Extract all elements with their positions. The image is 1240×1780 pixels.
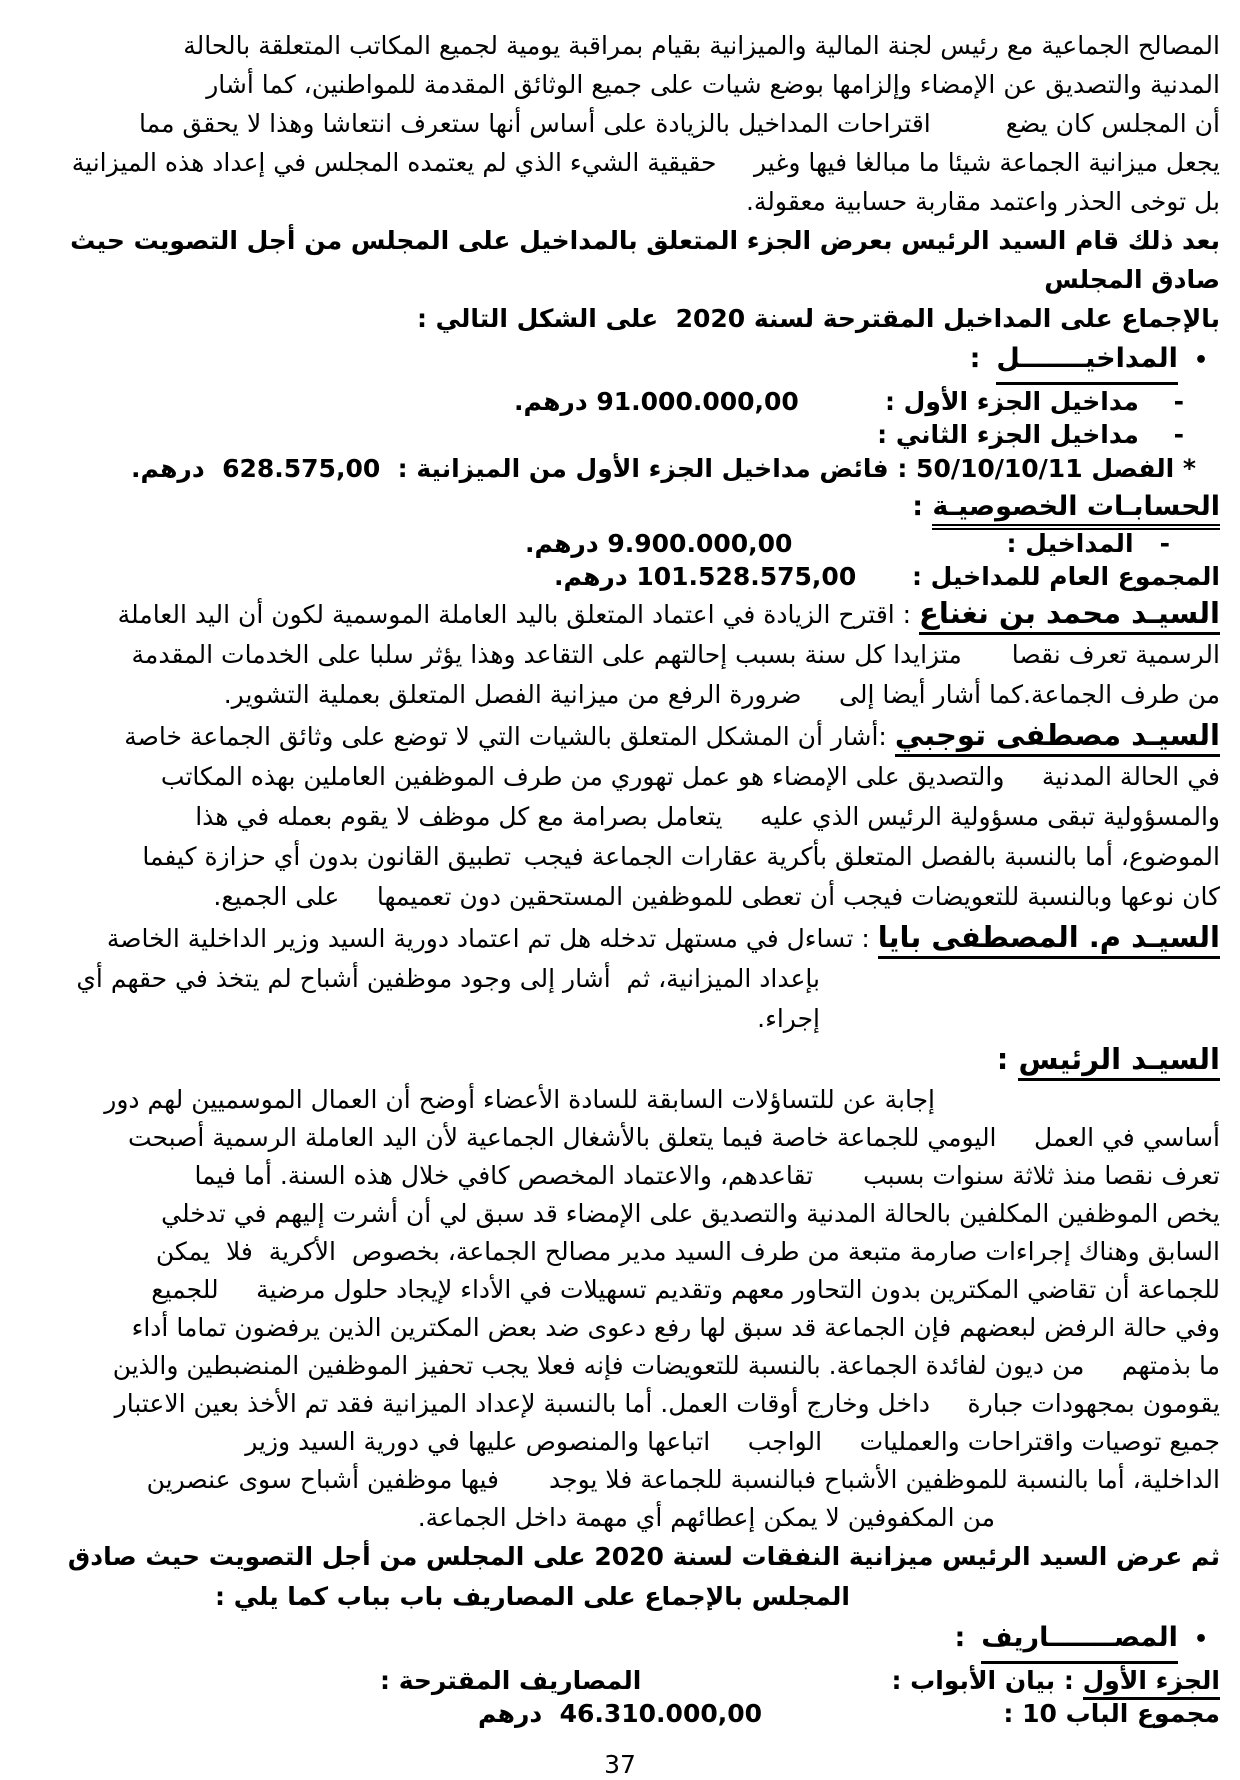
chapter-code: 50/10/10/11: [916, 454, 1083, 483]
speaker-name: السيـد مصطفى توجبي: [895, 718, 1220, 757]
page-number: 37: [604, 1750, 636, 1779]
intro-paragraph: [20, 26, 1220, 221]
text-line: الداخلية، أما بالنسبة للموظفين الأشباح فبالنسبة للجماعة فلا يوجد فيها موظفين أشباح سوى عنصرين: [146, 1465, 1220, 1494]
text-line: من المكفوفين لا يمكن إعطائهم أي مهمة داخل الجماعة.: [417, 1503, 995, 1532]
revenues-title-colon: :: [969, 343, 981, 374]
bullet-icon: •: [1193, 1627, 1208, 1652]
chapter-text: : فائض مداخيل الجزء الأول من الميزانية :: [380, 454, 917, 483]
special-accounts-colon: :: [912, 491, 933, 522]
president-paragraph: [20, 1039, 1220, 1537]
speaker-paragraph: [20, 715, 1220, 917]
text-line: للجماعة أن تقاضي المكترين بدون التحاور معهم وتقديم تسهيلات في الأداء لإيجاد حلول مرضية للجميع: [151, 1275, 1220, 1304]
revenue-amount: 91.000.000,00 درهم.: [514, 387, 799, 416]
speaker-first-line: [20, 593, 1220, 635]
vote-intro-paragraph: [20, 221, 1220, 338]
revenue-total-row: [554, 560, 1220, 593]
president-header: [20, 1039, 1220, 1081]
text-line: ما بذمتهم من ديون لفائدة الجماعة. بالنسبة للتعويضات فإنه فعلا يجب تحفيز الموظفين المنضبطين والذين: [112, 1351, 1220, 1380]
expenses-vote-paragraph: [20, 1537, 1220, 1617]
revenue-row-part2: [514, 418, 1220, 451]
expenses-row-amount: 46.310.000,00 درهم: [478, 1699, 763, 1728]
text-line: يجعل ميزانية الجماعة شيئا ما مبالغا فيها وغير حقيقية الشيء الذي لم يعتمده المجلس في إعداد هذه الميزانية: [71, 148, 1220, 177]
expenses-title: المصـــــــاريف: [981, 1617, 1178, 1664]
speaker-name: السيـد الرئيس: [1018, 1042, 1220, 1081]
chapter-unit: درهم.: [131, 454, 223, 483]
special-revenue-row: [525, 527, 1220, 560]
text-line: السابق وهناك إجراءات صارمة متبعة من طرف السيد مدير مصالح الجماعة، بخصوص الأكرية فلا يمكن: [155, 1237, 1220, 1266]
text-line: أساسي في العمل اليومي للجماعة خاصة فيما يتعلق بالأشغال الجماعية لأن اليد العاملة الرسمية أصبحت: [127, 1123, 1220, 1152]
speaker-text: : تساءل في مستهل تدخله هل تم اعتماد دورية السيد وزير الداخلية الخاصة: [106, 924, 878, 953]
text-line: الموضوع، أما بالنسبة بالفصل المتعلق بأكرية عقارات الجماعة فيجب تطبيق القانون بدون أي حزازة كيفما: [142, 842, 1220, 871]
text-line: والمسؤولية تبقى مسؤولية الرئيس الذي عليه يتعامل بصرامة مع كل موظف لا يقوم بعمله في هذا: [195, 802, 1220, 831]
expenses-row-label: مجموع الباب 10 :: [1003, 1699, 1220, 1728]
revenues-section-title: [20, 338, 1220, 385]
special-revenue-amount: 9.900.000,00 درهم.: [525, 529, 793, 558]
expenses-header-row: [380, 1664, 1220, 1697]
text-line: بل توخى الحذر واعتمد مقاربة حسابية معقولة.: [745, 187, 1220, 216]
text-line: وفي حالة الرفض لبعضهم فإن الجماعة قد سبق لها رفع دعوى ضد بعض المكترين الذين يرفضون تماما أداء: [131, 1313, 1220, 1342]
text-line: في الحالة المدنية والتصديق على الإمضاء هو عمل تهوري من طرف الموظفين العاملين بهذه المكاتب: [160, 762, 1220, 791]
text-line: الرسمية تعرف نقصا متزايدا كل سنة بسبب إحالتهم على التقاعد وهذا يؤثر سلبا على الخدمات المقدمة: [131, 640, 1220, 669]
bullet-icon: •: [1193, 348, 1208, 373]
speaker-paragraph: [20, 917, 1220, 1039]
speaker-text: :أشار أن المشكل المتعلق بالشيات التي لا توضع على وثائق الجماعة خاصة: [124, 722, 895, 751]
speaker-first-line: [20, 715, 1220, 757]
text-line: جميع توصيات واقتراحات والعمليات الواجب اتباعها والمنصوص عليها في دورية السيد وزير: [245, 1427, 1220, 1456]
expenses-column-header: المصاريف المقترحة :: [380, 1666, 642, 1695]
revenue-label: - مداخيل الجزء الأول :: [884, 387, 1184, 416]
expenses-title-colon: :: [954, 1622, 966, 1653]
revenue-total-amount: 101.528.575,00 درهم.: [554, 562, 857, 591]
text-line: بعد ذلك قام السيد الرئيس بعرض الجزء المتعلق بالمداخيل على المجلس من أجل التصويت حيث صادق المجلس: [61, 226, 1220, 294]
text-line: بإعداد الميزانية، ثم أشار إلى وجود موظفين أشباح لم يتخذ في حقهم أي إجراء.: [68, 964, 820, 1033]
expenses-section-title: [20, 1617, 1220, 1664]
text-line: ثم عرض السيد الرئيس ميزانية النفقات لسنة 2020 على المجلس من أجل التصويت حيث صادق: [67, 1542, 1220, 1571]
text-line: المدنية والتصديق عن الإمضاء وإلزامها بوضع شيات على جميع الوثائق المقدمة للمواطنين، كما أشار: [206, 70, 1220, 99]
text-line: أن المجلس كان يضع اقتراحات المداخيل بالزيادة على أساس أنها ستعرف انتعاشا وهذا لا يحقق مما: [139, 109, 1220, 138]
special-revenue-label: - المداخيل :: [1006, 529, 1170, 558]
text-line: من طرف الجماعة.كما أشار أيضا إلى ضرورة الرفع من ميزانية الفصل المتعلق بعملية التشوير.: [223, 680, 1220, 709]
text-line: كان نوعها وبالنسبة للتعويضات فيجب أن تعطى للموظفين المستحقين دون تعميمها على الجميع.: [213, 882, 1220, 911]
chapter-label: * الفصل: [1082, 454, 1196, 483]
speaker-text: : اقترح الزيادة في اعتماد المتعلق باليد العاملة الموسمية لكون أن اليد العاملة: [117, 600, 920, 629]
text-line: إجابة عن للتساؤلات السابقة للسادة الأعضاء أوضح أن العمال الموسميين لهم دور: [104, 1085, 935, 1114]
special-accounts-label: الحسابـات الخصوصيـة: [932, 491, 1220, 530]
text-line: تعرف نقصا منذ ثلاثة سنوات بسبب تقاعدهم، والاعتماد المخصص كافي خلال هذه السنة. أما فيما: [194, 1161, 1220, 1190]
speaker-first-line: [20, 917, 1220, 959]
speaker-name: السيـد م. المصطفى بايا: [878, 920, 1220, 959]
special-accounts-title: [20, 487, 1220, 527]
speaker-name: السيـد محمد بن نغناع: [919, 596, 1220, 635]
text-line: يخص الموظفين المكلفين بالحالة المدنية والتصديق على الإمضاء قد سبق لي أن أشرت إليهم في تدخلي: [161, 1199, 1220, 1228]
expenses-amount-row: [478, 1697, 1220, 1730]
speaker-paragraph: [20, 593, 1220, 715]
president-colon: :: [996, 1042, 1019, 1076]
chapter-amount: 628.575,00: [222, 454, 381, 483]
revenue-row-part1: [514, 385, 1220, 418]
text-line: بالإجماع على المداخيل المقترحة لسنة 2020 على الشكل التالي :: [416, 304, 1220, 333]
revenues-title: المداخيـــــــل: [996, 338, 1178, 385]
revenue-total-label: المجموع العام للمداخيل :: [911, 562, 1220, 591]
revenue-label: - مداخيل الجزء الثاني :: [877, 420, 1184, 449]
text-line: المجلس بالإجماع على المصاريف باب بباب كما يلي :: [215, 1582, 850, 1611]
chapter-note: [20, 451, 1220, 487]
text-line: المصالح الجماعية مع رئيس لجنة المالية والميزانية بقيام بمراقبة يومية لجميع المكاتب المتعلقة بالحالة: [183, 31, 1220, 60]
expenses-part-label: الجزء الأول : بيان الأبواب :: [891, 1664, 1220, 1697]
text-line: يقومون بمجهودات جبارة داخل وخارج أوقات العمل. أما بالنسبة لإعداد الميزانية فقد تم الأخذ بعين الاعتبار: [114, 1389, 1220, 1418]
